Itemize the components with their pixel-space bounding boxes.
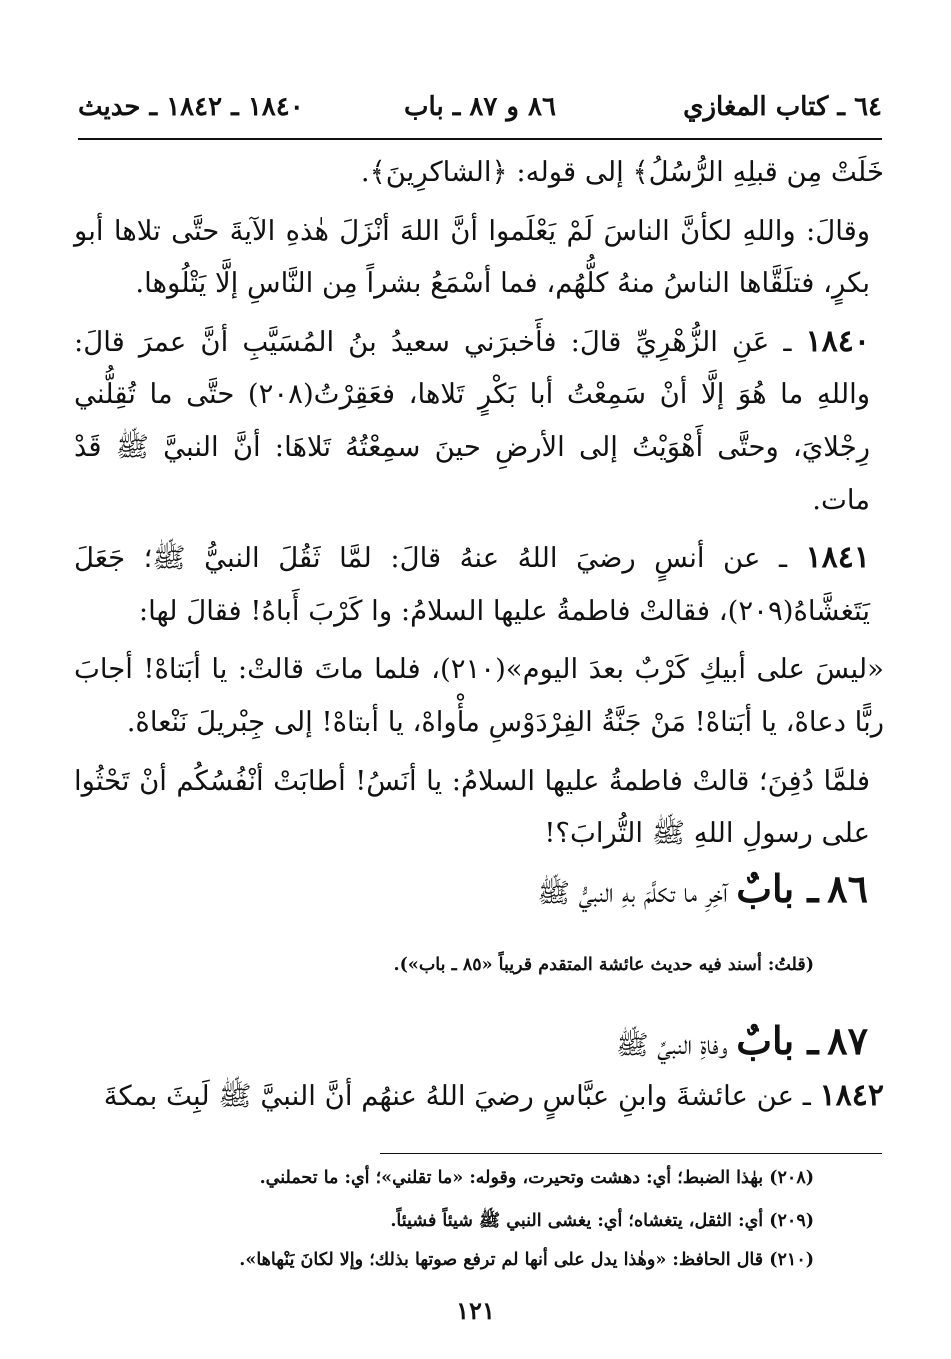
header-bab: ٨٦ و ٨٧ ـ باب [404, 92, 556, 122]
paragraph-umar-speech [74, 205, 884, 310]
paragraph-burial [74, 755, 884, 860]
hadith-1842 [74, 1078, 884, 1119]
chapter-heading-87: ٨٧ ـ بابٌ وفاةِ النبيِّ ﷺ [616, 1018, 868, 1063]
paragraph-text: خَلَتْ مِن قبلِهِ الرُّسُلُ﴾ إلى قوله: ﴿الشاكرِينَ﴾. [360, 156, 884, 188]
hadith-1840 [74, 316, 884, 526]
hadith-number: ١٨٤٠ [805, 323, 870, 359]
chapter-number: ٨٦ [827, 866, 868, 911]
chapter-word: بابٌ [736, 1018, 795, 1063]
editor-note: (قلتُ: أسند فيه حديث عائشة المتقدم قريباً «٨٥ ـ باب»). [393, 955, 814, 975]
hadith-text: ـ عن عائشةَ وابنِ عبَّاسٍ رضيَ اللهُ عنهُم أنَّ النبيَّ ﷺ لَبِثَ بمكةَ [103, 1080, 820, 1112]
paragraph-continuation [74, 146, 884, 199]
chapter-title: آخِرِ ما تكلَّمَ بهِ النبيُّ ﷺ [537, 878, 728, 909]
hadith-number: ١٨٤٢ [819, 1078, 884, 1113]
chapter-title: وفاةِ النبيِّ ﷺ [616, 1030, 728, 1061]
paragraph-quote [74, 643, 884, 748]
hadith-number: ١٨٤١ [805, 540, 870, 576]
chapter-word: بابٌ [736, 866, 795, 911]
hadith-1841 [74, 532, 884, 637]
footnote-209: (٢٠٩) أي: الثقل، يتغشاه؛ أي: يغشى النبي ﷺ شيئاً فشيئاً. [390, 1211, 814, 1231]
chapter-number: ٨٧ [827, 1018, 868, 1063]
hadith-text: ـ عَنِ الزُّهْرِيِّ قالَ: فأَخبرَني سعيدُ بنُ المُسَيَّبِ أنَّ عمرَ قالَ: واللهِ ما هُوَ إلَّا أنْ سَمِعْتُ أبا بَكْرٍ تَلاها، فعَقِرْتُ(٢٠٨) حتَّى ما تُقِلُّني رِجْلايَ، وحتَّى أَهْوَيْتُ إلى الأرضِ حينَ سمِعْتُهُ تَلاهَا: أنَّ النبيَّ ﷺ قَدْ مات. [74, 325, 870, 516]
header-hadith-range: ١٨٤٠ ـ ١٨٤٢ ـ حديث [78, 92, 304, 122]
running-header [78, 92, 882, 128]
footnote-208: (٢٠٨) بهٰذا الضبط؛ أي: دهشت وتحيرت، وقوله: «ما تقلني»؛ أي: ما تحملني. [259, 1168, 814, 1188]
hadith-text: ـ عن أنسٍ رضيَ اللهُ عنهُ قالَ: لمَّا ثَقُلَ النبيُّ ﷺ؛ جَعَلَ يَتَغشَّاهُ(٢٠٩)، فقالتْ فاطمةُ عليها السلامُ: وا كَرْبَ أَباهُ! فقالَ لها: [74, 542, 870, 627]
header-chapter: ٦٤ ـ كتاب المغازي [683, 92, 882, 122]
paragraph-text: «ليسَ على أبيكِ كَرْبٌ بعدَ اليوم»(٢١٠)، فلما ماتَ قالتْ: يا أبَتاهْ! أجابَ ربًّا دعاهْ، يا أبَتاهْ! مَنْ جَنَّةُ الفِرْدَوْسِ مأْواهْ، يا أبتاهْ! إلى جِبْريلَ نَنْعاهْ. [74, 653, 884, 738]
footnote-210: (٢١٠) قال الحافظ: «وهٰذا يدل على أنها لم ترفع صوتها بذلك؛ وإلا لكانَ يَنْهاها». [239, 1250, 814, 1270]
paragraph-text: وقالَ: واللهِ لكأنَّ الناسَ لَمْ يَعْلَموا أنَّ اللهَ أنْزَلَ هٰذهِ الآيةَ حتَّى تلاها أبو بكرٍ، فتلَقَّاها الناسُ منهُ كلُّهُم، فما أسْمَعُ بشراً مِن النَّاسِ إلَّا يَتْلُوها. [74, 214, 870, 300]
footnote-rule [380, 1153, 882, 1154]
main-text [74, 146, 884, 860]
paragraph-text: فلمَّا دُفِنَ؛ قالتْ فاطمةُ عليها السلامُ: يا أنَسُ! أطابَتْ أنْفُسُكُم أنْ تَحْثُوا على رسولِ اللهِ ﷺ التُّرابَ؟! [74, 764, 870, 850]
chapter-heading-86: ٨٦ ـ بابٌ آخِرِ ما تكلَّمَ بهِ النبيُّ ﷺ [537, 866, 868, 911]
header-rule [78, 138, 882, 140]
page-number: ١٢١ [456, 1296, 495, 1325]
